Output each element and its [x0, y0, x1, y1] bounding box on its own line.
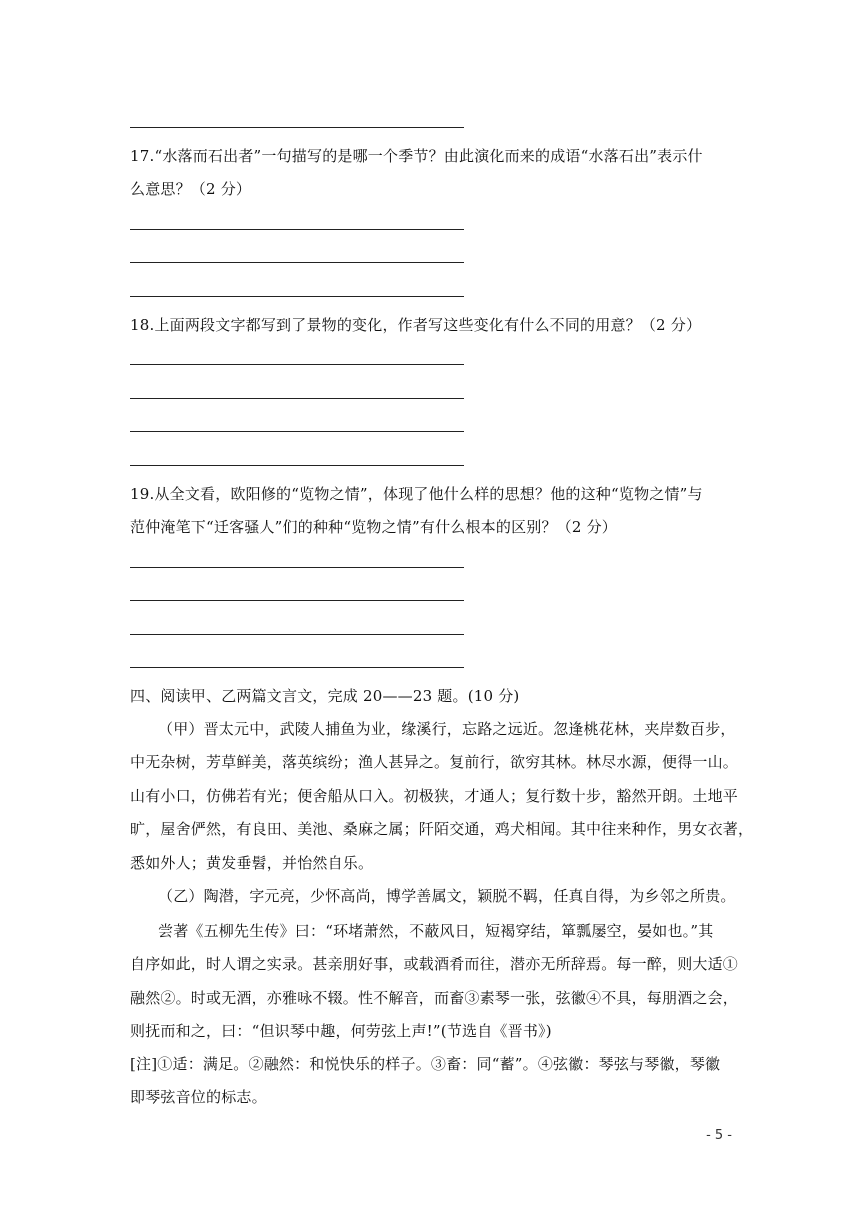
answer-line: [130, 431, 464, 432]
passage-jia-line: 山有小口，仿佛若有光；便舍船从口入。初极狭，才通人；复行数十步，豁然开朗。土地平: [130, 787, 739, 805]
passage-yi-line: （乙）陶潜，字元亮，少怀高尚，博学善属文，颖脱不羁，任真自得，为乡邻之所贵。: [158, 887, 736, 905]
notes-line: [注]①适：满足。②融然：和悦快乐的样子。③畜：同“蓄”。④弦徽：琴弦与琴徽，琴徽: [130, 1055, 721, 1073]
answer-line: [130, 127, 464, 128]
notes-line: 即琴弦音位的标志。: [130, 1088, 267, 1106]
passage-yi-line: 自序如此，时人谓之实录。甚亲朋好事，或载酒肴而往，潜亦无所辞焉。每一醉，则大适①: [130, 955, 739, 973]
passage-yi-line: 则抚而和之，曰：“但识琴中趣，何劳弦上声!”(节选自《晋书》): [130, 1022, 552, 1040]
passage-jia-line: （甲）晋太元中，武陵人捕鱼为业，缘溪行，忘路之远近。忽逢桃花林，夹岸数百步，: [158, 720, 736, 738]
answer-line: [130, 364, 464, 365]
page-number: - 5 -: [706, 1128, 732, 1143]
answer-line: [130, 296, 464, 297]
passage-yi-line: 尝著《五柳先生传》曰：“环堵萧然，不蔽风日，短褐穿结，箪瓢屡空，晏如也。”其: [158, 922, 714, 940]
answer-line: [130, 600, 464, 601]
section-4-heading: 四、阅读甲、乙两篇文言文，完成 20——23 题。(10 分): [130, 687, 520, 705]
answer-line: [130, 398, 464, 399]
question-19-line-2: 范仲淹笔下“迁客骚人”们的种种“览物之情”有什么根本的区别？（2 分）: [130, 518, 617, 536]
answer-line: [130, 567, 464, 568]
passage-jia-line: 悉如外人；黄发垂髫，并怡然自乐。: [130, 854, 374, 872]
question-17-line-1: 17.“水落而石出者”一句描写的是哪一个季节？由此演化而来的成语“水落石出”表示什: [130, 147, 703, 165]
answer-line: [130, 465, 464, 466]
answer-line: [130, 634, 464, 635]
question-18-line-1: 18.上面两段文字都写到了景物的变化，作者写这些变化有什么不同的用意？（2 分）: [130, 316, 702, 334]
question-19-line-1: 19.从全文看，欧阳修的“览物之情”，体现了他什么样的思想？他的这种“览物之情”与: [130, 485, 703, 503]
passage-jia-line: 中无杂树，芳草鲜美，落英缤纷；渔人甚异之。复前行，欲穷其林。林尽水源，便得一山。: [130, 753, 739, 771]
passage-jia-line: 旷，屋舍俨然，有良田、美池、桑麻之属；阡陌交通，鸡犬相闻。其中往来种作，男女衣著，: [130, 820, 754, 838]
answer-line: [130, 229, 464, 230]
answer-line: [130, 667, 464, 668]
answer-line: [130, 262, 464, 263]
question-17-line-2: 么意思？（2 分）: [130, 180, 252, 198]
passage-yi-line: 融然②。时或无酒，亦雅咏不辍。性不解音，而畜③素琴一张，弦徽④不具，每朋酒之会，: [130, 989, 739, 1007]
